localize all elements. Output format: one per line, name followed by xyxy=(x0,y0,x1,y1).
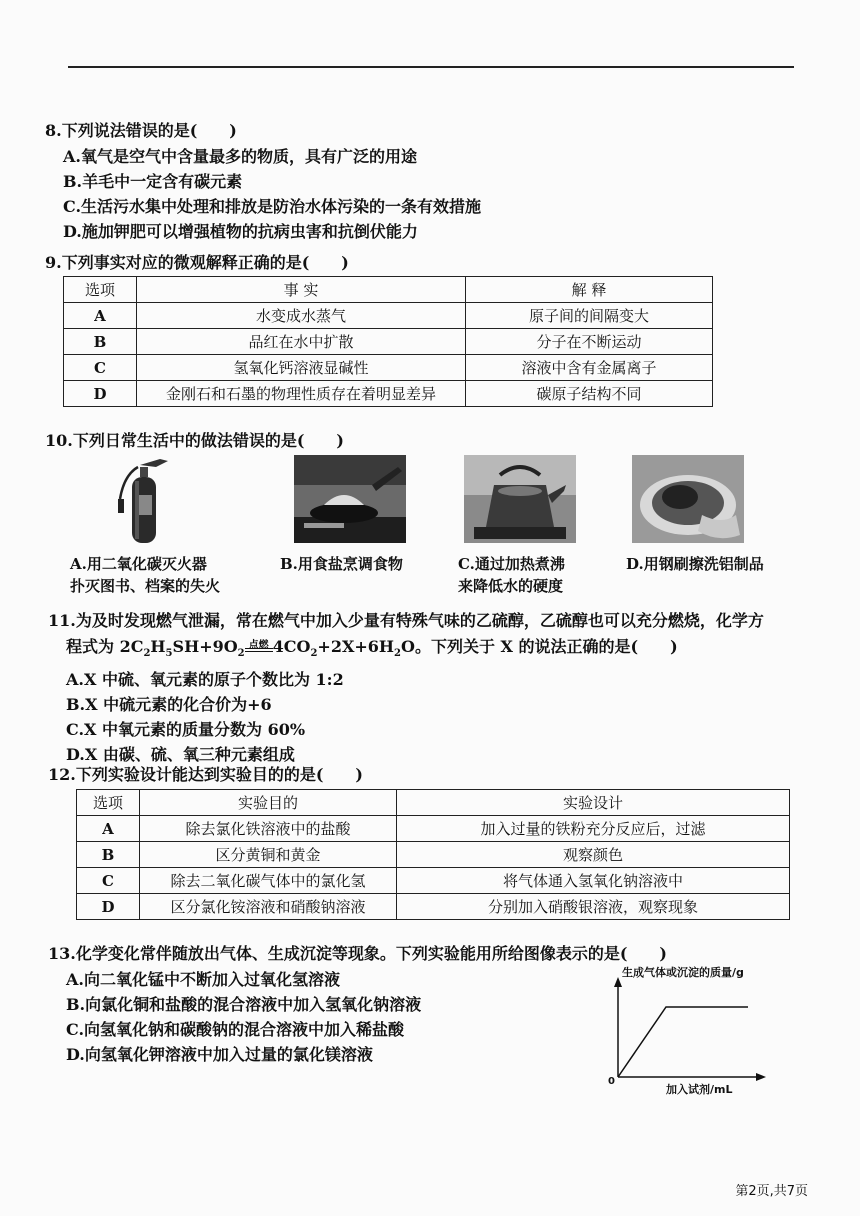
question-11-option-b: B.X 中硫元素的化合价为+6 xyxy=(66,695,272,715)
question-10-pictures xyxy=(70,455,810,605)
question-11-stem-line-1: 11.为及时发现燃气泄漏，常在燃气中加入少量有特殊气味的乙硫醇，乙硫醇也可以充分燃烧，化学方 xyxy=(48,611,764,630)
question-8-option-d: D.施加钾肥可以增强植物的抗病虫害和抗倒伏能力 xyxy=(63,222,418,241)
table-cell: 观察颜色 xyxy=(397,842,790,868)
table-row xyxy=(77,816,790,842)
table-cell: 水变成水蒸气 xyxy=(137,303,466,329)
y-axis-label: 生成气体或沉淀的质量/g xyxy=(622,966,744,979)
table-cell: B xyxy=(77,842,140,868)
header-rule xyxy=(68,66,794,68)
table-cell: 氢氧化钙溶液显碱性 xyxy=(137,355,466,381)
table-cell: A xyxy=(77,816,140,842)
question-11-option-d: D.X 由碳、硫、氧三种元素组成 xyxy=(66,745,295,765)
table-cell: 原子间的间隔变大 xyxy=(466,303,713,329)
equation-text: +2X+6H xyxy=(317,637,395,656)
table-cell: B xyxy=(64,329,137,355)
equation-text: SH+9O xyxy=(172,637,238,656)
graph-canvas xyxy=(600,965,780,1095)
question-9-stem: 9.下列事实对应的微观解释正确的是( ) xyxy=(45,253,349,272)
picture-c-caption xyxy=(458,553,638,597)
table-row xyxy=(64,329,713,355)
reaction-arrow xyxy=(245,640,273,652)
equation-text: 4CO xyxy=(272,637,311,656)
table-row xyxy=(64,355,713,381)
cooking-wok-icon xyxy=(294,455,406,543)
question-11-equation-line xyxy=(48,634,764,667)
table-cell: A xyxy=(64,303,137,329)
table-header-cell: 实验目的 xyxy=(140,790,397,816)
x-axis-arrow-icon xyxy=(756,1073,766,1081)
question-10-stem: 10.下列日常生活中的做法错误的是( ) xyxy=(45,431,344,450)
reaction-condition: 点燃 xyxy=(248,640,269,651)
question-10 xyxy=(45,428,344,454)
y-axis-arrow-icon xyxy=(614,977,622,987)
table-cell: C xyxy=(77,868,140,894)
table-row xyxy=(64,381,713,407)
picture-b-caption xyxy=(280,553,460,575)
equation-text: 程式为 2C xyxy=(66,637,144,656)
table-row xyxy=(77,842,790,868)
equation-subscript: 2 xyxy=(237,648,245,660)
table-header-cell: 选项 xyxy=(77,790,140,816)
caption-line: C.通过加热煮沸 xyxy=(458,555,565,573)
question-9-table xyxy=(63,276,713,407)
table-header-row xyxy=(77,790,790,816)
caption-line: B.用食盐烹调食物 xyxy=(280,555,403,573)
question-11-option-a: A.X 中硫、氧元素的原子个数比为 1:2 xyxy=(66,670,344,690)
question-12 xyxy=(48,762,363,788)
question-13-option-d: D.向氢氧化钾溶液中加入过量的氯化镁溶液 xyxy=(66,1045,373,1064)
question-8-option-c: C.生活污水集中处理和排放是防治水体污染的一条有效措施 xyxy=(63,197,482,216)
table-header-row xyxy=(64,277,713,303)
x-axis-label: 加入试剂/mL xyxy=(666,1083,733,1095)
question-13-stem: 13.化学变化常伴随放出气体、生成沉淀等现象。下列实验能用所给图像表示的是( ) xyxy=(48,944,667,963)
question-11-option-c: C.X 中氧元素的质量分数为 60% xyxy=(66,720,306,740)
picture-d-caption xyxy=(626,553,806,575)
caption-line: A.用二氧化碳灭火器 xyxy=(70,555,207,573)
origin-label: 0 xyxy=(608,1076,615,1087)
kettle-icon xyxy=(464,455,576,543)
table-cell: D xyxy=(64,381,137,407)
question-13 xyxy=(48,941,667,1067)
table-cell: 加入过量的铁粉充分反应后，过滤 xyxy=(397,816,790,842)
scrubbing-pot-icon xyxy=(632,455,744,543)
table-cell: 碳原子结构不同 xyxy=(466,381,713,407)
picture-a-caption xyxy=(70,553,270,597)
table-header-cell: 选项 xyxy=(64,277,137,303)
caption-line: 扑灭图书、档案的失火 xyxy=(70,577,221,595)
equation-subscript: 2 xyxy=(143,648,151,660)
caption-line: D.用钢刷擦洗铝制品 xyxy=(626,555,764,573)
equation-text: O。下列关于 X 的说法正确的是( ) xyxy=(401,637,678,656)
table-cell: 金刚石和石墨的物理性质存在着明显差异 xyxy=(137,381,466,407)
table-cell: 溶液中含有金属离子 xyxy=(466,355,713,381)
table-cell: 品红在水中扩散 xyxy=(137,329,466,355)
table-cell: 除去二氧化碳气体中的氯化氢 xyxy=(140,868,397,894)
table-header-cell: 解 释 xyxy=(466,277,713,303)
page-number: 第2页,共7页 xyxy=(735,1184,808,1199)
table-cell: 除去氯化铁溶液中的盐酸 xyxy=(140,816,397,842)
table-cell: 将气体通入氢氧化钠溶液中 xyxy=(397,868,790,894)
question-11 xyxy=(48,608,764,767)
question-12-stem: 12.下列实验设计能达到实验目的的是( ) xyxy=(48,765,363,784)
question-9 xyxy=(45,250,349,276)
table-cell: C xyxy=(64,355,137,381)
equation-text: H xyxy=(150,637,166,656)
table-row xyxy=(77,894,790,920)
question-13-option-b: B.向氯化铜和盐酸的混合溶液中加入氢氧化钠溶液 xyxy=(66,995,422,1014)
table-header-cell: 事 实 xyxy=(137,277,466,303)
fire-extinguisher-icon xyxy=(110,455,180,545)
table-cell: 分子在不断运动 xyxy=(466,329,713,355)
equation-subscript: 2 xyxy=(310,648,318,660)
question-8-stem: 8.下列说法错误的是( ) xyxy=(45,121,237,140)
question-8-option-b: B.羊毛中一定含有碳元素 xyxy=(63,172,243,191)
question-12-table xyxy=(76,789,790,920)
question-8-option-a: A.氧气是空气中含量最多的物质，具有广泛的用途 xyxy=(63,147,417,166)
question-13-graph xyxy=(600,965,780,1095)
table-cell: D xyxy=(77,894,140,920)
question-8 xyxy=(45,118,481,244)
graph-line xyxy=(618,1007,748,1077)
table-cell: 分别加入硝酸银溶液，观察现象 xyxy=(397,894,790,920)
table-cell: 区分氯化铵溶液和硝酸钠溶液 xyxy=(140,894,397,920)
table-row xyxy=(64,303,713,329)
caption-line: 来降低水的硬度 xyxy=(458,577,564,595)
table-header-cell: 实验设计 xyxy=(397,790,790,816)
question-13-option-a: A.向二氧化锰中不断加入过氧化氢溶液 xyxy=(66,970,340,989)
table-row xyxy=(77,868,790,894)
equation-subscript: 2 xyxy=(394,648,401,660)
equation-subscript: 5 xyxy=(165,648,173,660)
table-cell: 区分黄铜和黄金 xyxy=(140,842,397,868)
question-13-option-c: C.向氢氧化钠和碳酸钠的混合溶液中加入稀盐酸 xyxy=(66,1020,405,1039)
